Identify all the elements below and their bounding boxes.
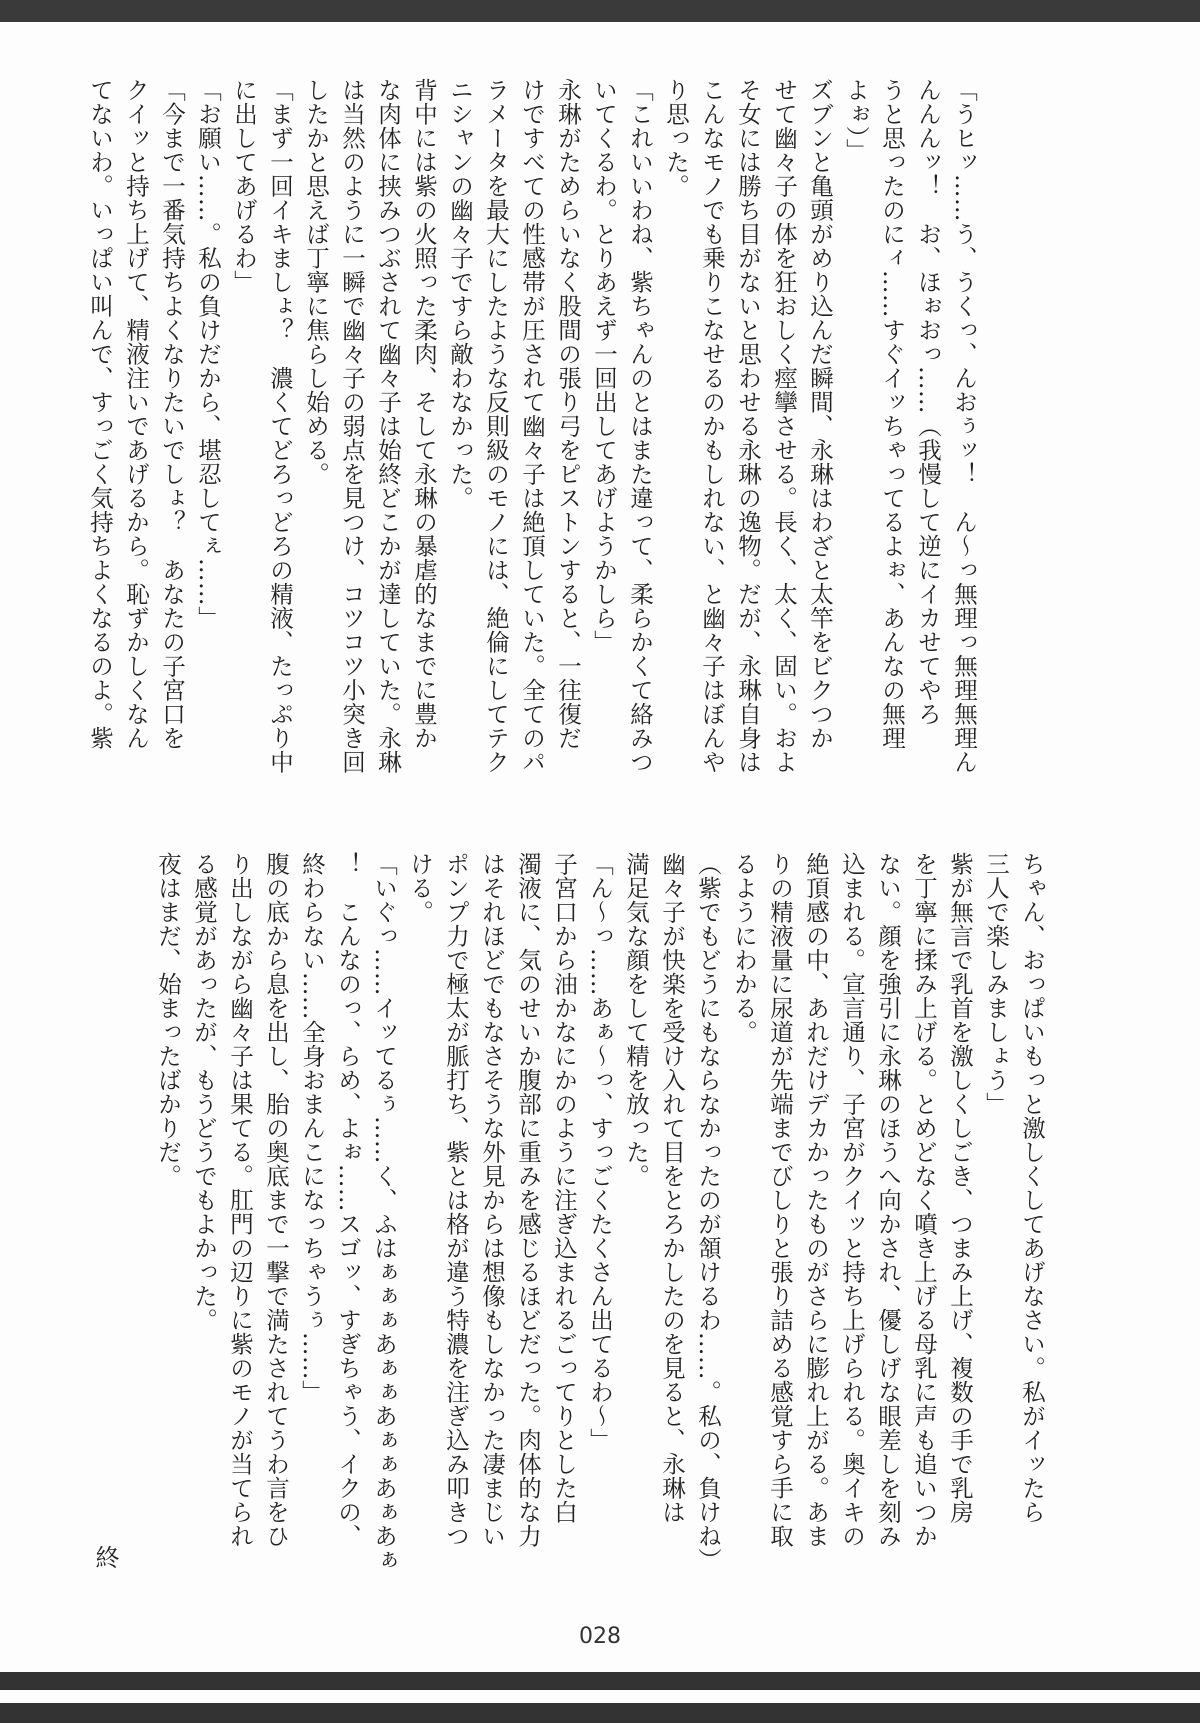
text-line: るようにわかる。 <box>730 852 758 1044</box>
text-line: 三人で楽しみましょう」 <box>982 852 1010 1116</box>
text-line: りの精液量に尿道が先端までびしりと張り詰める感覚すら手に取 <box>766 852 794 1548</box>
text-line: 「うヒッ……う、うくっ、んおぅッ！ ん〜っ無理っ無理無理ん <box>950 78 978 774</box>
text-line: んんんッ！ お、ほぉおっ……（我慢して逆にイカせてやろ <box>914 78 942 726</box>
text-line: を丁寧に揉み上げる。とめどなく噴き上げる母乳に声も追いつか <box>910 852 938 1548</box>
bottom-border-bar <box>0 1672 1200 1690</box>
bottom-border-bar-outer <box>0 1703 1200 1723</box>
text-line: こんなモノでも乗りこなせるのかもしれない、と幽々子はぼんや <box>698 78 726 774</box>
text-line: 「ん〜っ……あぁ〜っ、すっごくたくさん出てるわ〜」 <box>586 852 614 1452</box>
text-block-upper <box>82 78 982 774</box>
text-line: ！ こんなのっ、らめ、よぉ……スゴッ、すぎちゃう、イクの、 <box>334 852 362 1548</box>
text-line: ニシャンの幽々子ですら敵わなかった。 <box>446 78 474 510</box>
text-line: ズブンと亀頭がめり込んだ瞬間、永琳はわざと太竿をビクつか <box>806 78 834 750</box>
text-line: ポンプ力で極太が脈打ち、紫とは格が違う特濃を注ぎ込み叩きつ <box>442 852 470 1548</box>
text-line: り出しながら幽々子は果てる。肛門の辺りに紫のモノが当てられ <box>226 852 254 1548</box>
text-line: り思った。 <box>662 78 690 198</box>
text-line: 紫が無言で乳首を激しくしごき、つまみ上げ、複数の手で乳房 <box>946 852 974 1524</box>
text-line: ける。 <box>406 852 434 924</box>
text-block-lower <box>150 852 1050 1572</box>
text-line: いてくるわ。とりあえず一回出してあげようかしら」 <box>590 78 618 654</box>
text-line: ラメータを最大にしたような反則級のモノには、絶倫にしてテク <box>482 78 510 774</box>
text-line: 幽々子が快楽を受け入れて目をとろかしたのを見ると、永琳は <box>658 852 686 1524</box>
text-line: 子宮口から油かなにかのように注ぎ込まれるごってりとした白 <box>550 852 578 1524</box>
text-line: 「まず一回イキましょ？ 濃くてどろっどろの精液、たっぷり中 <box>266 78 294 774</box>
text-line: る感覚があったが、もうどうでもよかった。 <box>190 852 218 1332</box>
text-line: したかと思えば丁寧に焦らし始める。 <box>302 78 330 486</box>
text-line: 込まれる。宣言通り、子宮がクイッと持ち上げられる。奥イキの <box>838 852 866 1548</box>
text-line: そ女には勝ち目がないと思わせる永琳の逸物。だが、永琳自身は <box>734 78 762 774</box>
text-line: ない。顔を強引に永琳のほうへ向かされ、優しげな眼差しを刻み <box>874 852 902 1548</box>
text-line: クイッと持ち上げて、精液注いであげるから。恥ずかしくなん <box>122 78 150 750</box>
text-line: よぉ）」 <box>842 78 870 163</box>
text-line: 濁液に、気のせいか腹部に重みを感じるほどだった。肉体的な力 <box>514 852 542 1548</box>
text-line: に出してあげるわ」 <box>230 78 258 294</box>
text-line: 「今まで一番気持ちよくなりたいでしょ？ あなたの子宮口を <box>158 78 186 750</box>
page-number: 028 <box>579 1624 621 1649</box>
top-border-bar <box>0 0 1200 22</box>
text-line: ちゃん、おっぱいもっと激しくしてあげなさい。私がイッたら <box>1018 852 1046 1524</box>
text-line: 満足気な顔をして精を放った。 <box>622 852 650 1188</box>
text-line: 永琳がためらいなく股間の張り弓をピストンすると、一往復だ <box>554 78 582 750</box>
text-line: 絶頂感の中、あれだけデカかったものがさらに膨れ上がる。あま <box>802 852 830 1548</box>
text-line: 腹の底から息を出し、胎の奥底まで一撃で満たされてうわ言をひ <box>262 852 290 1548</box>
text-line: けですべての性感帯が圧されて幽々子は絶頂していた。全てのパ <box>518 78 546 774</box>
text-line: はそれほどでもなさそうな外見からは想像もしなかった凄まじい <box>478 852 506 1548</box>
text-line: うと思ったのにィ……すぐイッちゃってるよぉ、あんなの無理 <box>878 78 906 750</box>
text-line: （紫でもどうにもならなかったのが頷けるわ……。私の、負けね） <box>694 852 722 1572</box>
text-line: 夜はまだ、始まったばかりだ。 <box>154 852 182 1188</box>
text-line: 背中には紫の火照った柔肉、そして永琳の暴虐的なまでに豊か <box>410 78 438 750</box>
text-line: な肉体に挟みつぶされて幽々子は始終どこかが達していた。永琳 <box>374 78 402 774</box>
text-line: 「お願い……。私の負けだから、堪忍してぇ……」 <box>194 78 222 630</box>
text-line: せて幽々子の体を狂おしく痙攣させる。長く、太く、固い。およ <box>770 78 798 774</box>
text-line: 終わらない……全身おまんこになっちゃうぅ……」 <box>298 852 326 1404</box>
text-line: てないわ。いっぱい叫んで、すっごく気持ちよくなるのよ。紫 <box>86 78 114 750</box>
text-line: は当然のように一瞬で幽々子の弱点を見つけ、コツコツ小突き回 <box>338 78 366 774</box>
end-mark: 終 <box>91 1545 119 1569</box>
text-line: 「いぐっ……イッてるぅ……く、ふはぁぁぁあぁぁあぁぁあぁあぁ <box>370 852 398 1572</box>
text-line: 「これいいわね、紫ちゃんのとはまた違って、柔らかくて絡みつ <box>626 78 654 774</box>
